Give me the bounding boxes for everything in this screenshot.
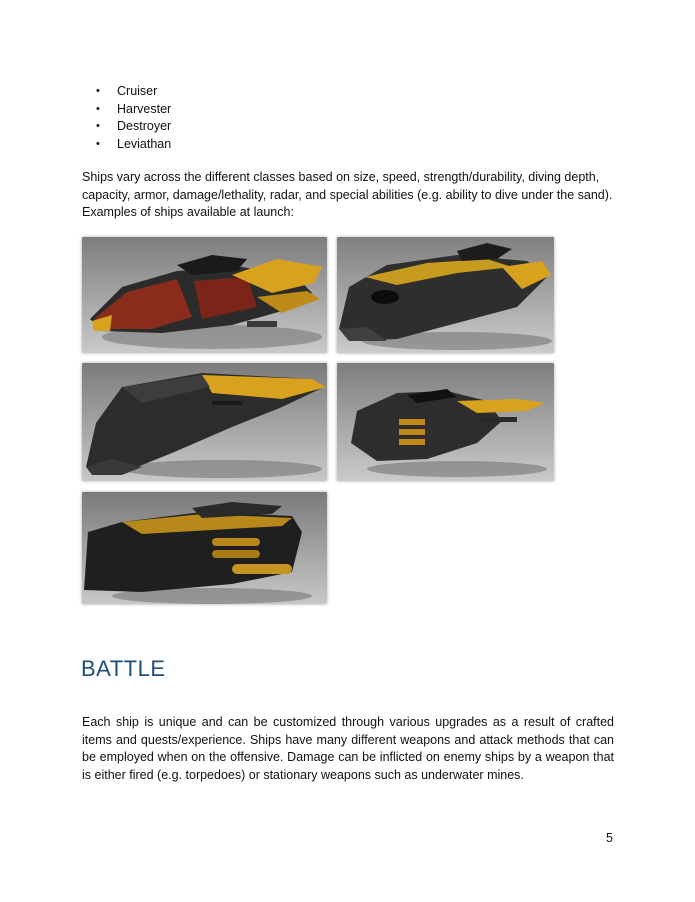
bullet-icon: • <box>96 85 100 97</box>
page-number: 5 <box>606 831 613 845</box>
ship-class-list <box>96 83 171 153</box>
ship-render-round-ship <box>337 363 554 481</box>
intro-paragraph: Ships vary across the different classes based on size, speed, strength/durability, diving depth, capacity, armor, damage/lethality, radar, and special abilities (e.g. ability to dive under the sand). Examples of ships available at launch: <box>82 170 613 219</box>
battle-paragraph: Each ship is unique and can be customized through various upgrades as a result of crafted items and quests/experience. Ships have many different weapons and attack methods that can be employed when on the offensive. Damage can be inflicted on enemy ships by a weapon that is either fired (e.g. torpedoes) or stationary weapons such as underwater mines. <box>82 715 614 782</box>
ship-render-dark-harvester <box>337 237 554 353</box>
battle-heading: BATTLE <box>81 656 166 681</box>
list-item <box>96 83 171 101</box>
ship-render-destroyer <box>82 363 327 481</box>
bullet-icon: • <box>96 137 100 150</box>
list-item <box>96 118 171 136</box>
list-item-label: Destroyer <box>117 119 172 133</box>
list-item-label: Cruiser <box>117 84 158 98</box>
bullet-icon: • <box>96 102 100 115</box>
list-item <box>96 101 171 119</box>
bullet-icon: • <box>96 120 100 132</box>
ship-render-red-cruiser <box>82 237 327 353</box>
list-item <box>96 136 171 154</box>
list-item-label: Harvester <box>117 101 172 116</box>
ship-render-leviathan <box>82 492 327 604</box>
list-item-label: Leviathan <box>117 136 172 151</box>
